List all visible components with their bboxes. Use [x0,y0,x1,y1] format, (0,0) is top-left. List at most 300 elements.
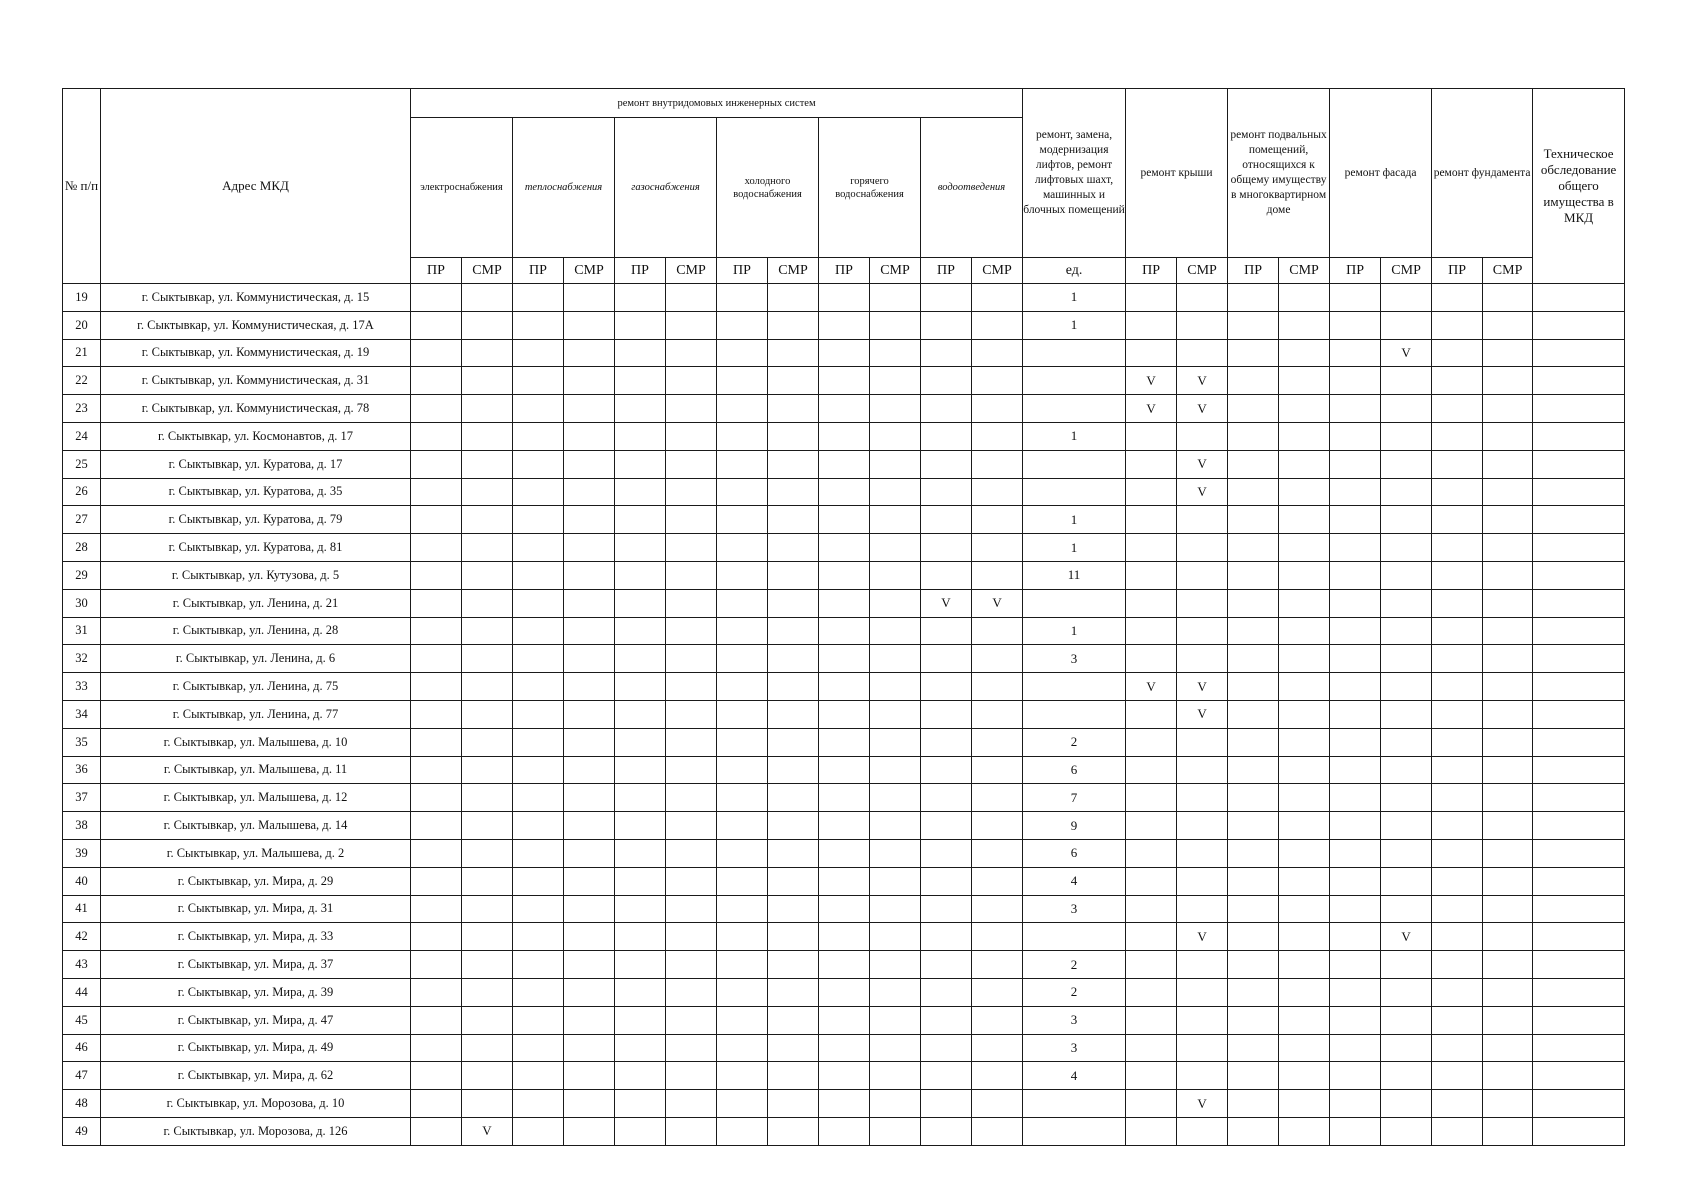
cell-hv-smr [768,534,819,562]
cell-vo-pr [921,1006,972,1034]
cell-fnd-pr [1432,506,1483,534]
row-address: г. Сыктывкар, ул. Ленина, д. 21 [101,589,411,617]
cell-bas-pr [1228,617,1279,645]
subheader-pr: ПР [1126,258,1177,284]
cell-gaz-smr [666,395,717,423]
system-header-heat: теплоснабжения [513,118,615,258]
cell-fac-smr [1381,1034,1432,1062]
cell-insp [1533,839,1625,867]
cell-hv-smr [768,1062,819,1090]
cell-gaz-smr [666,756,717,784]
cell-fac-pr [1330,284,1381,312]
cell-roof-smr [1177,1117,1228,1145]
cell-gaz-smr [666,422,717,450]
cell-insp [1533,978,1625,1006]
cell-gv-pr [819,1034,870,1062]
cell-fnd-smr [1483,1034,1533,1062]
cell-gaz-smr [666,812,717,840]
cell-tep-pr [513,700,564,728]
cell-lifts [1023,1117,1126,1145]
cell-bas-pr [1228,478,1279,506]
cell-fac-pr [1330,728,1381,756]
cell-roof-pr: V [1126,673,1177,701]
cell-hv-smr [768,589,819,617]
cell-tep-smr [564,700,615,728]
subheader-smr: СМР [564,258,615,284]
cell-gv-pr [819,700,870,728]
cell-roof-pr [1126,756,1177,784]
row-number: 39 [63,839,101,867]
cell-bas-smr [1279,1117,1330,1145]
cell-vo-pr [921,895,972,923]
cell-el-smr [462,812,513,840]
row-number: 41 [63,895,101,923]
cell-fac-smr [1381,450,1432,478]
cell-tep-smr [564,311,615,339]
cell-insp [1533,1062,1625,1090]
cell-tep-pr [513,450,564,478]
cell-roof-pr [1126,1117,1177,1145]
cell-vo-pr [921,700,972,728]
row-address: г. Сыктывкар, ул. Куратова, д. 79 [101,506,411,534]
cell-hv-smr [768,395,819,423]
cell-tep-smr [564,784,615,812]
cell-bas-smr [1279,561,1330,589]
cell-fac-pr [1330,784,1381,812]
cell-vo-pr [921,867,972,895]
cell-tep-smr [564,895,615,923]
cell-lifts: 3 [1023,1034,1126,1062]
cell-fnd-smr [1483,450,1533,478]
cell-roof-smr: V [1177,450,1228,478]
cell-fnd-smr [1483,311,1533,339]
cell-fnd-smr [1483,367,1533,395]
cell-lifts: 1 [1023,534,1126,562]
cell-hv-smr [768,311,819,339]
cell-fac-smr [1381,700,1432,728]
cell-el-smr [462,923,513,951]
cell-el-smr [462,589,513,617]
cell-bas-smr [1279,506,1330,534]
cell-gaz-smr [666,1034,717,1062]
cell-roof-smr: V [1177,367,1228,395]
cell-vo-smr [972,617,1023,645]
cell-el-smr [462,422,513,450]
cell-lifts: 1 [1023,422,1126,450]
cell-fac-smr [1381,1117,1432,1145]
cell-fnd-pr [1432,812,1483,840]
cell-gv-smr [870,1062,921,1090]
cell-insp [1533,367,1625,395]
cell-roof-pr [1126,978,1177,1006]
cell-roof-smr [1177,756,1228,784]
cell-el-pr [411,534,462,562]
cell-gv-smr [870,728,921,756]
subheader-pr: ПР [513,258,564,284]
cell-hv-smr [768,812,819,840]
cell-gv-pr [819,1006,870,1034]
cell-roof-pr [1126,895,1177,923]
cell-roof-smr [1177,1062,1228,1090]
cell-el-smr [462,867,513,895]
row-number: 24 [63,422,101,450]
cell-el-smr [462,284,513,312]
cell-gv-pr [819,895,870,923]
cell-tep-smr [564,951,615,979]
cell-el-pr [411,1117,462,1145]
cell-lifts [1023,1090,1126,1118]
cell-fac-smr [1381,284,1432,312]
cell-gaz-smr [666,1117,717,1145]
cell-fac-pr [1330,645,1381,673]
cell-vo-smr [972,756,1023,784]
cell-gv-smr [870,561,921,589]
cell-fnd-smr [1483,534,1533,562]
cell-vo-pr [921,728,972,756]
cell-bas-pr [1228,534,1279,562]
cell-hv-smr [768,673,819,701]
cell-insp [1533,339,1625,367]
cell-gv-pr [819,422,870,450]
cell-roof-pr [1126,534,1177,562]
cell-roof-pr [1126,1090,1177,1118]
cell-fnd-pr [1432,1034,1483,1062]
cell-gv-smr [870,673,921,701]
cell-tep-smr [564,367,615,395]
row-address: г. Сыктывкар, ул. Малышева, д. 11 [101,756,411,784]
cell-insp [1533,923,1625,951]
cell-vo-smr [972,645,1023,673]
cell-gv-smr [870,506,921,534]
cell-hv-pr [717,923,768,951]
cell-fnd-pr [1432,311,1483,339]
row-number: 45 [63,1006,101,1034]
table-row [63,478,1625,506]
subheader-pr: ПР [1228,258,1279,284]
cell-fac-pr [1330,422,1381,450]
cell-fnd-pr [1432,951,1483,979]
cell-fnd-smr [1483,506,1533,534]
cell-vo-smr [972,506,1023,534]
cell-gaz-pr [615,1117,666,1145]
cell-gaz-pr [615,367,666,395]
cell-vo-smr [972,951,1023,979]
cell-tep-pr [513,1062,564,1090]
cell-gv-pr [819,756,870,784]
cell-tep-pr [513,395,564,423]
cell-el-pr [411,1006,462,1034]
cell-hv-pr [717,1006,768,1034]
subheader-smr: СМР [1279,258,1330,284]
cell-hv-smr [768,1117,819,1145]
table-row [63,395,1625,423]
cell-fac-smr [1381,895,1432,923]
row-number: 44 [63,978,101,1006]
row-address: г. Сыктывкар, ул. Коммунистическая, д. 19 [101,339,411,367]
cell-bas-smr [1279,756,1330,784]
cell-lifts: 3 [1023,1006,1126,1034]
cell-vo-pr [921,645,972,673]
cell-el-smr [462,895,513,923]
cell-el-pr [411,923,462,951]
cell-hv-smr [768,1034,819,1062]
cell-fnd-smr [1483,700,1533,728]
row-address: г. Сыктывкар, ул. Мира, д. 39 [101,978,411,1006]
cell-bas-smr [1279,367,1330,395]
cell-fnd-smr [1483,951,1533,979]
lifts-header: ремонт, замена, модернизация лифтов, ремонт лифтовых шахт, машинных и блочных помещений [1023,89,1126,258]
cell-el-smr [462,311,513,339]
cell-gaz-pr [615,1006,666,1034]
cell-fac-smr [1381,673,1432,701]
cell-hv-pr [717,478,768,506]
cell-fnd-pr [1432,1006,1483,1034]
cell-lifts [1023,367,1126,395]
cell-fnd-pr [1432,673,1483,701]
row-number: 38 [63,812,101,840]
cell-fnd-pr [1432,784,1483,812]
cell-insp [1533,617,1625,645]
cell-bas-smr [1279,700,1330,728]
cell-gaz-smr [666,311,717,339]
cell-bas-pr [1228,700,1279,728]
system-header-gas: газоснабжения [615,118,717,258]
cell-tep-pr [513,561,564,589]
cell-el-pr [411,617,462,645]
cell-bas-smr [1279,478,1330,506]
cell-el-pr [411,978,462,1006]
cell-lifts: 7 [1023,784,1126,812]
cell-roof-pr [1126,645,1177,673]
cell-gaz-pr [615,561,666,589]
cell-gaz-smr [666,728,717,756]
cell-roof-smr: V [1177,395,1228,423]
cell-fac-pr [1330,339,1381,367]
subheader-pr: ПР [921,258,972,284]
cell-gv-smr [870,311,921,339]
cell-lifts: 4 [1023,1062,1126,1090]
cell-bas-smr [1279,978,1330,1006]
cell-el-smr [462,673,513,701]
cell-el-smr [462,978,513,1006]
cell-bas-pr [1228,1117,1279,1145]
cell-fnd-pr [1432,617,1483,645]
table-row [63,645,1625,673]
table-row [63,506,1625,534]
cell-bas-smr [1279,812,1330,840]
cell-bas-smr [1279,867,1330,895]
cell-gaz-smr [666,478,717,506]
cell-tep-pr [513,478,564,506]
cell-hv-pr [717,422,768,450]
cell-gv-smr [870,422,921,450]
cell-fnd-pr [1432,422,1483,450]
cell-fnd-smr [1483,478,1533,506]
subheader-smr: СМР [1381,258,1432,284]
cell-vo-smr [972,1062,1023,1090]
cell-tep-pr [513,923,564,951]
cell-fac-pr [1330,395,1381,423]
row-number: 29 [63,561,101,589]
cell-roof-smr [1177,534,1228,562]
cell-tep-pr [513,506,564,534]
cell-bas-pr [1228,422,1279,450]
cell-gaz-smr [666,617,717,645]
cell-fnd-smr [1483,895,1533,923]
cell-fac-smr [1381,1090,1432,1118]
cell-el-pr [411,839,462,867]
cell-fnd-pr [1432,978,1483,1006]
cell-fnd-smr [1483,284,1533,312]
cell-vo-pr [921,1062,972,1090]
cell-tep-pr [513,867,564,895]
cell-bas-pr [1228,1034,1279,1062]
cell-insp [1533,728,1625,756]
cell-el-pr [411,506,462,534]
cell-roof-pr [1126,812,1177,840]
cell-tep-pr [513,534,564,562]
cell-bas-smr [1279,617,1330,645]
cell-insp [1533,534,1625,562]
row-address: г. Сыктывкар, ул. Куратова, д. 17 [101,450,411,478]
row-address: г. Сыктывкар, ул. Малышева, д. 10 [101,728,411,756]
cell-fac-pr [1330,1090,1381,1118]
cell-gv-smr [870,1117,921,1145]
foundation-header: ремонт фундамента [1432,89,1533,258]
cell-hv-smr [768,895,819,923]
table-header [63,89,1625,284]
cell-insp [1533,1090,1625,1118]
cell-hv-pr [717,311,768,339]
cell-tep-pr [513,311,564,339]
cell-hv-smr [768,978,819,1006]
cell-fac-pr [1330,1117,1381,1145]
cell-hv-pr [717,895,768,923]
cell-fnd-pr [1432,395,1483,423]
cell-fnd-smr [1483,728,1533,756]
cell-gaz-smr [666,339,717,367]
cell-fnd-smr [1483,839,1533,867]
cell-gv-pr [819,1090,870,1118]
cell-hv-pr [717,728,768,756]
cell-roof-smr [1177,339,1228,367]
cell-fnd-smr [1483,1062,1533,1090]
cell-el-smr [462,700,513,728]
cell-bas-smr [1279,895,1330,923]
cell-fac-pr [1330,895,1381,923]
row-address: г. Сыктывкар, ул. Ленина, д. 28 [101,617,411,645]
cell-gv-pr [819,534,870,562]
cell-fac-pr [1330,367,1381,395]
cell-roof-pr [1126,784,1177,812]
cell-insp [1533,506,1625,534]
cell-hv-pr [717,395,768,423]
cell-tep-pr [513,1090,564,1118]
cell-bas-pr [1228,923,1279,951]
cell-gv-smr [870,895,921,923]
cell-vo-pr [921,923,972,951]
cell-fac-pr [1330,1006,1381,1034]
cell-tep-smr [564,923,615,951]
cell-gaz-smr [666,1062,717,1090]
cell-tep-smr [564,1006,615,1034]
systems-group-header: ремонт внутридомовых инженерных систем [411,89,1023,118]
cell-hv-smr [768,839,819,867]
cell-bas-pr [1228,450,1279,478]
table-row [63,1090,1625,1118]
system-header-drainage: водоотведения [921,118,1023,258]
table-row [63,1034,1625,1062]
cell-bas-smr [1279,839,1330,867]
cell-gv-pr [819,506,870,534]
cell-gaz-pr [615,478,666,506]
row-address: г. Сыктывкар, ул. Малышева, д. 2 [101,839,411,867]
cell-tep-smr [564,1034,615,1062]
cell-vo-pr [921,534,972,562]
cell-vo-smr [972,339,1023,367]
cell-lifts [1023,923,1126,951]
cell-vo-pr [921,784,972,812]
cell-gv-smr [870,867,921,895]
cell-gv-smr [870,395,921,423]
cell-insp [1533,478,1625,506]
subheader-smr: СМР [462,258,513,284]
cell-lifts [1023,478,1126,506]
cell-el-smr [462,951,513,979]
cell-fnd-smr [1483,1117,1533,1145]
row-number: 27 [63,506,101,534]
cell-bas-smr [1279,728,1330,756]
row-address: г. Сыктывкар, ул. Мира, д. 31 [101,895,411,923]
cell-hv-pr [717,561,768,589]
cell-gv-smr [870,1034,921,1062]
cell-roof-smr [1177,311,1228,339]
cell-roof-pr [1126,923,1177,951]
cell-insp [1533,311,1625,339]
cell-roof-smr: V [1177,1090,1228,1118]
cell-tep-pr [513,1117,564,1145]
cell-hv-smr [768,645,819,673]
cell-gaz-pr [615,1090,666,1118]
cell-gaz-smr [666,645,717,673]
cell-bas-smr [1279,534,1330,562]
cell-fac-smr [1381,951,1432,979]
cell-fnd-smr [1483,1090,1533,1118]
cell-fnd-smr [1483,867,1533,895]
cell-vo-pr [921,284,972,312]
cell-fnd-pr [1432,478,1483,506]
cell-tep-smr [564,839,615,867]
cell-tep-smr [564,478,615,506]
cell-fac-smr [1381,812,1432,840]
cell-hv-smr [768,422,819,450]
address-header: Адрес МКД [101,89,411,284]
cell-gv-smr [870,339,921,367]
cell-el-smr [462,645,513,673]
table-row [63,450,1625,478]
cell-vo-smr [972,839,1023,867]
cell-fnd-pr [1432,839,1483,867]
cell-roof-smr [1177,895,1228,923]
cell-vo-smr [972,534,1023,562]
cell-tep-smr [564,645,615,673]
cell-fac-smr [1381,784,1432,812]
cell-insp [1533,895,1625,923]
cell-gaz-pr [615,422,666,450]
cell-gv-pr [819,923,870,951]
cell-gv-smr [870,645,921,673]
cell-gv-smr [870,784,921,812]
